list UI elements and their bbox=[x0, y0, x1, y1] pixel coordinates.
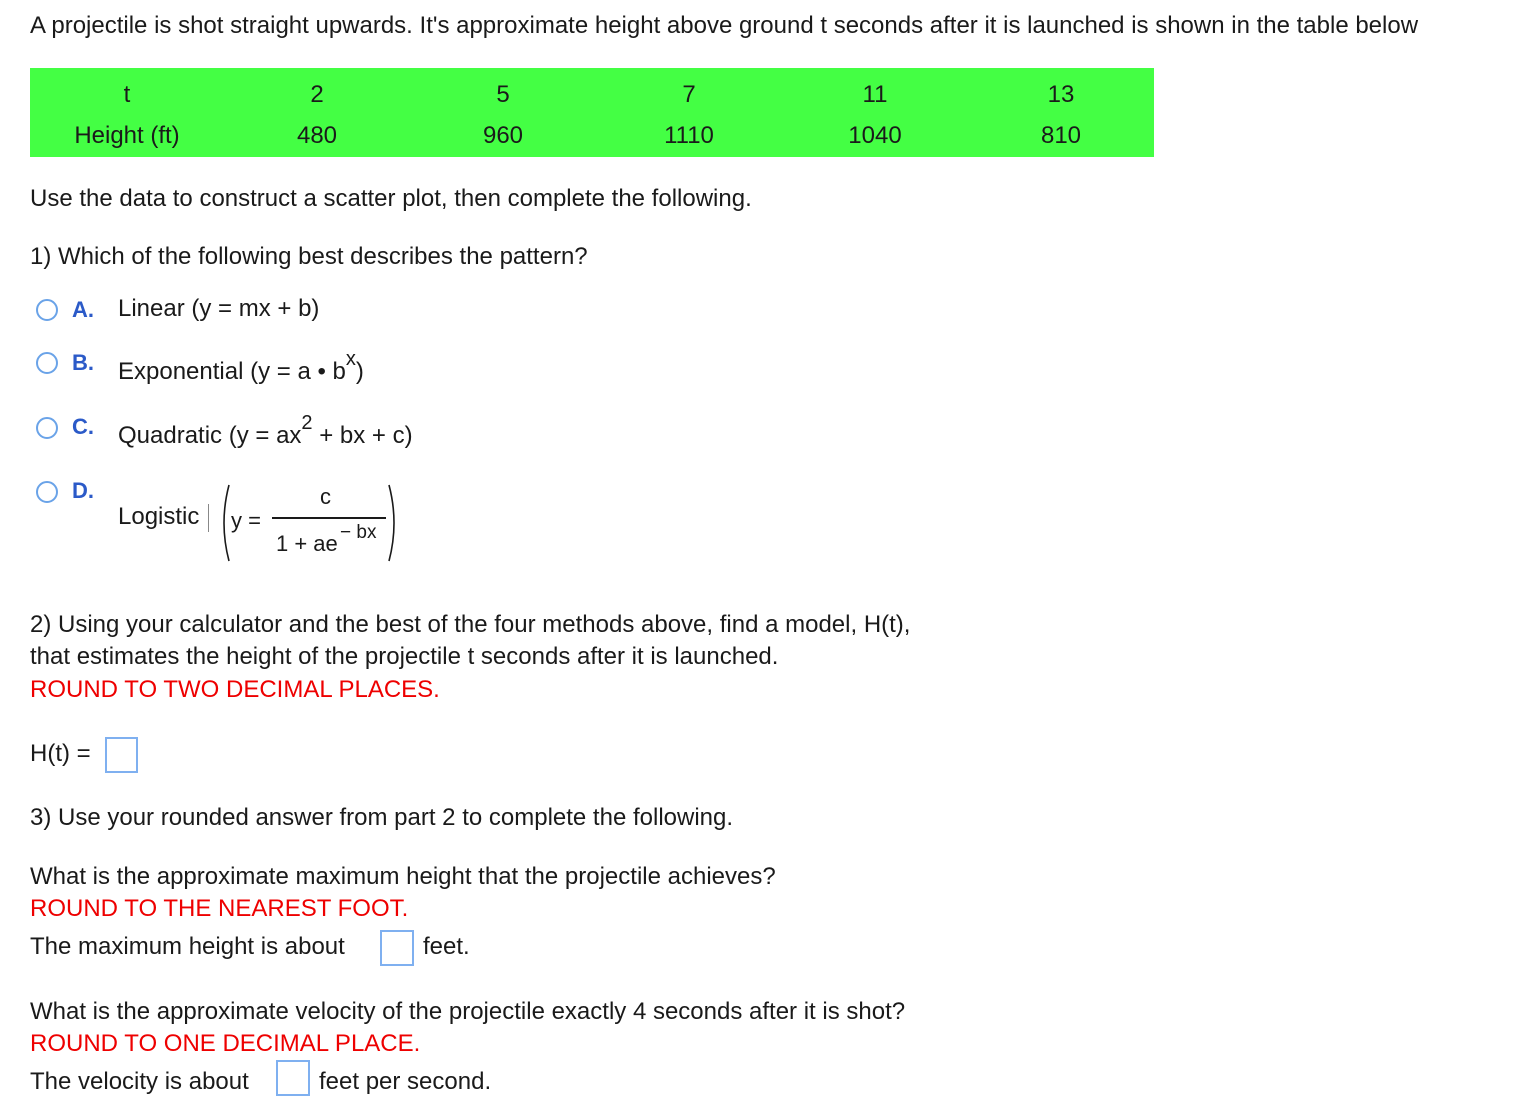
option-d-letter: D. bbox=[72, 478, 94, 503]
ht-answer-input[interactable] bbox=[105, 737, 138, 773]
q3-velocity-question: What is the approximate velocity of the projectile exactly 4 seconds after it is shot? bbox=[30, 998, 906, 1025]
option-c-superscript: 2 bbox=[301, 412, 313, 434]
q3-velocity-suffix: feet per second. bbox=[319, 1068, 492, 1095]
option-c-letter: C. bbox=[72, 414, 94, 439]
q3-prompt: 3) Use your rounded answer from part 2 to complete the following. bbox=[30, 804, 734, 831]
table-row-t bbox=[30, 68, 1154, 116]
scatter-instruction: Use the data to construct a scatter plot, then complete the following. bbox=[30, 185, 752, 212]
option-c-formula bbox=[118, 412, 413, 452]
option-a-radio[interactable] bbox=[36, 299, 58, 321]
right-paren-icon bbox=[387, 483, 401, 563]
table-cell: 1040 bbox=[848, 122, 902, 150]
max-height-input[interactable] bbox=[380, 930, 414, 966]
table-cell: 11 bbox=[862, 80, 888, 108]
option-b-letter: B. bbox=[72, 350, 94, 375]
option-b-close: ) bbox=[355, 358, 364, 385]
problem-intro: A projectile is shot straight upwards. It's approximate height above ground t seconds after it is launched is shown in the table below bbox=[30, 12, 1419, 39]
q3-velocity-round-instruction: ROUND TO ONE DECIMAL PLACE. bbox=[30, 1030, 421, 1057]
option-d-exponent: − bx bbox=[340, 522, 377, 543]
option-d-radio[interactable] bbox=[36, 481, 58, 503]
data-table bbox=[30, 68, 1154, 157]
option-b-text: Exponential (y = a • b bbox=[118, 358, 346, 385]
table-cell: 2 bbox=[310, 80, 324, 108]
q3-max-question: What is the approximate maximum height that the projectile achieves? bbox=[30, 863, 776, 890]
option-d-name: Logistic bbox=[118, 503, 200, 530]
q2-round-instruction: ROUND TO TWO DECIMAL PLACES. bbox=[30, 676, 440, 703]
table-cell: 960 bbox=[482, 122, 524, 150]
table-cell: 480 bbox=[296, 122, 338, 150]
option-c-rest: + bx + c) bbox=[312, 422, 413, 449]
q3-max-prefix: The maximum height is about bbox=[30, 933, 345, 960]
q2-line1: 2) Using your calculator and the best of the four methods above, find a model, H(t), bbox=[30, 611, 911, 638]
velocity-input[interactable] bbox=[276, 1060, 310, 1096]
q1-prompt: 1) Which of the following best describes the pattern? bbox=[30, 243, 588, 270]
q2-answer-label: H(t) = bbox=[30, 740, 91, 767]
formula-separator bbox=[208, 504, 209, 532]
left-paren-icon bbox=[217, 483, 231, 563]
table-cell: 1110 bbox=[664, 122, 714, 150]
q3-max-round-instruction: ROUND TO THE NEAREST FOOT. bbox=[30, 895, 409, 922]
option-c-radio[interactable] bbox=[36, 417, 58, 439]
table-cell: 5 bbox=[496, 80, 510, 108]
option-c-text: Quadratic (y = ax bbox=[118, 422, 302, 449]
option-d-denominator: 1 + ae bbox=[276, 531, 338, 556]
option-a-text: Linear (y = mx + b) bbox=[118, 295, 320, 322]
option-d-numerator: c bbox=[320, 484, 331, 509]
option-b-radio[interactable] bbox=[36, 352, 58, 374]
q3-velocity-prefix: The velocity is about bbox=[30, 1068, 249, 1095]
option-d-lhs: y = bbox=[231, 508, 261, 533]
option-a-letter: A. bbox=[72, 297, 94, 322]
table-cell: 13 bbox=[1047, 80, 1075, 108]
row-label-height: Height (ft) bbox=[74, 122, 180, 150]
table-row-height bbox=[30, 116, 1154, 157]
table-cell: 7 bbox=[682, 80, 696, 108]
table-cell: 810 bbox=[1040, 122, 1082, 150]
option-b-superscript: x bbox=[345, 348, 356, 370]
q3-max-suffix: feet. bbox=[423, 933, 470, 960]
row-label-t: t bbox=[123, 80, 131, 108]
option-b-formula bbox=[118, 348, 364, 388]
q2-line2: that estimates the height of the projectile t seconds after it is launched. bbox=[30, 643, 779, 670]
